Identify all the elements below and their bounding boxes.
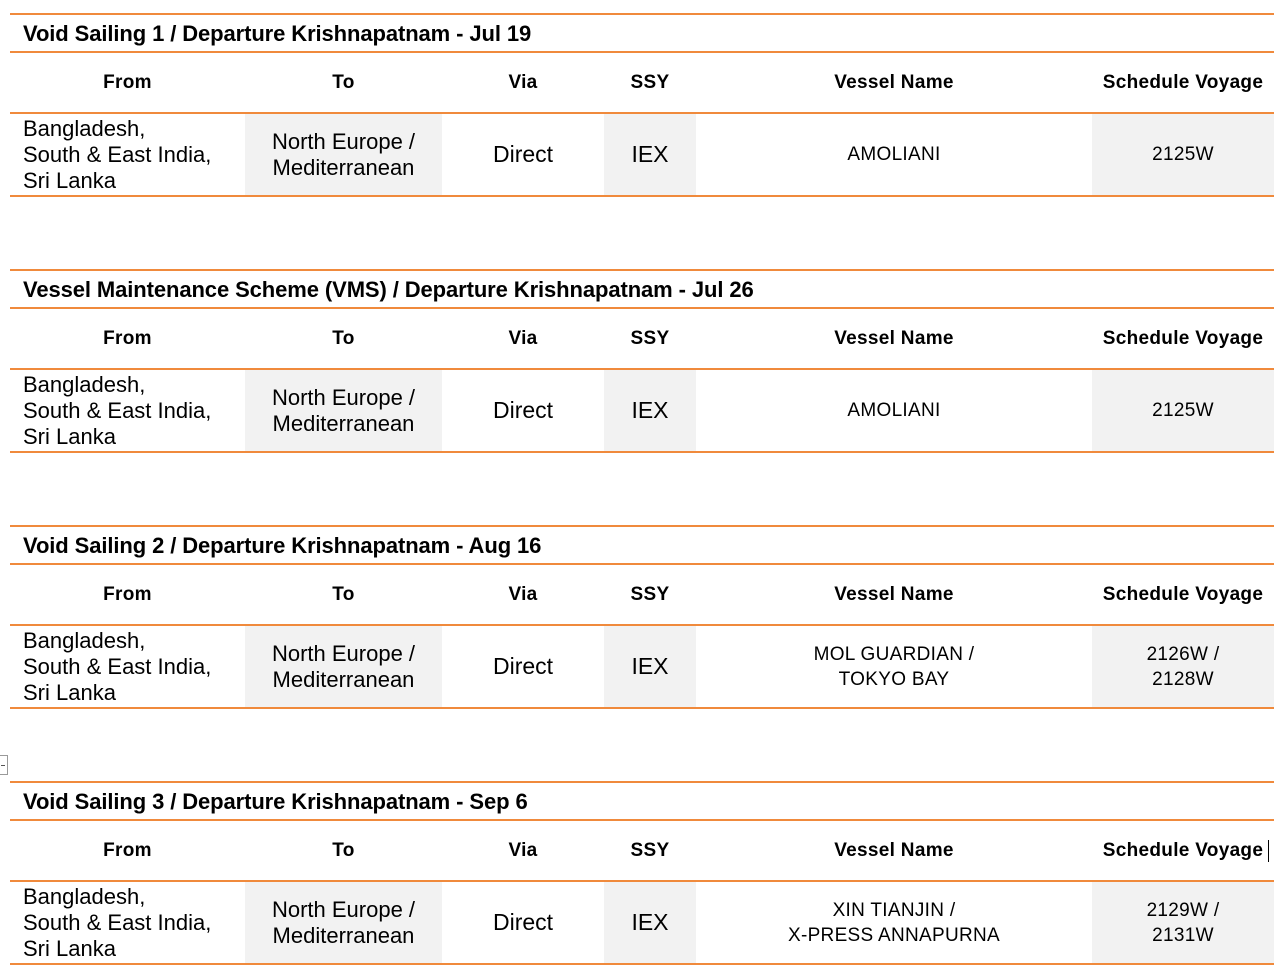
cell-schedule-voyage: 2126W / 2128W (1092, 626, 1274, 707)
header-via: Via (508, 327, 538, 349)
header-ssy: SSY (630, 71, 670, 93)
cell-vessel-name: AMOLIANI (847, 400, 941, 421)
section-title: Void Sailing 1 / Departure Krishnapatnam - Jul 19 (23, 21, 532, 46)
header-ssy: SSY (630, 839, 670, 861)
header-vessel-name: Vessel Name (834, 327, 954, 349)
header-vessel-name: Vessel Name (834, 583, 954, 605)
header-to: To (332, 71, 355, 93)
cell-vessel-name: XIN TIANJIN / X-PRESS ANNAPURNA (787, 899, 1001, 946)
section-bottom-rule (10, 195, 1274, 197)
cell-via: Direct (492, 909, 554, 935)
cell-from: Bangladesh, South & East India, Sri Lanka (23, 627, 212, 705)
cell-to: North Europe / Mediterranean (245, 114, 442, 195)
header-ssy: SSY (630, 583, 670, 605)
header-to: To (332, 583, 355, 605)
cell-from: Bangladesh, South & East India, Sri Lanka (23, 371, 212, 449)
header-from: From (103, 583, 152, 605)
header-schedule-voyage: Schedule Voyage (1102, 71, 1264, 93)
section-top-rule (10, 269, 1274, 271)
section-bottom-rule (10, 707, 1274, 709)
section-bottom-rule (10, 963, 1274, 965)
cell-from: Bangladesh, South & East India, Sri Lanka (23, 115, 212, 193)
cell-ssy: IEX (604, 370, 696, 451)
section-top-rule (10, 525, 1274, 527)
cell-via: Direct (492, 141, 554, 167)
header-from: From (103, 327, 152, 349)
sailing-section-1 (10, 13, 1274, 197)
header-schedule-voyage: Schedule Voyage (1102, 583, 1264, 605)
text-cursor (1268, 840, 1269, 862)
cell-schedule-voyage: 2125W (1092, 370, 1274, 451)
cell-ssy: IEX (604, 882, 696, 963)
header-from: From (103, 71, 152, 93)
header-to: To (332, 839, 355, 861)
header-schedule-voyage: Schedule Voyage (1102, 327, 1264, 349)
header-via: Via (508, 839, 538, 861)
cell-to: North Europe / Mediterranean (245, 882, 442, 963)
header-via: Via (508, 71, 538, 93)
sailing-section-4 (10, 781, 1274, 965)
cell-vessel-name: AMOLIANI (847, 144, 941, 165)
section-top-rule (10, 781, 1274, 783)
cell-from: Bangladesh, South & East India, Sri Lanka (23, 883, 212, 961)
cell-schedule-voyage: 2129W / 2131W (1092, 882, 1274, 963)
sailing-section-2 (10, 269, 1274, 453)
cell-ssy: IEX (604, 626, 696, 707)
section-title: Void Sailing 3 / Departure Krishnapatnam - Sep 6 (23, 789, 528, 814)
table-move-handle-icon[interactable] (0, 755, 8, 775)
cell-ssy: IEX (604, 114, 696, 195)
section-bottom-rule (10, 451, 1274, 453)
cell-vessel-name: MOL GUARDIAN / TOKYO BAY (813, 643, 975, 690)
cell-schedule-voyage: 2125W (1092, 114, 1274, 195)
header-vessel-name: Vessel Name (834, 839, 954, 861)
section-title: Vessel Maintenance Scheme (VMS) / Departure Krishnapatnam - Jul 26 (23, 277, 754, 302)
cell-to: North Europe / Mediterranean (245, 626, 442, 707)
section-top-rule (10, 13, 1274, 15)
header-vessel-name: Vessel Name (834, 71, 954, 93)
header-via: Via (508, 583, 538, 605)
sailing-section-3 (10, 525, 1274, 709)
header-ssy: SSY (630, 327, 670, 349)
header-schedule-voyage: Schedule Voyage (1102, 839, 1264, 861)
cell-via: Direct (492, 397, 554, 423)
cell-via: Direct (492, 653, 554, 679)
header-to: To (332, 327, 355, 349)
section-title: Void Sailing 2 / Departure Krishnapatnam - Aug 16 (23, 533, 542, 558)
header-from: From (103, 839, 152, 861)
cell-to: North Europe / Mediterranean (245, 370, 442, 451)
